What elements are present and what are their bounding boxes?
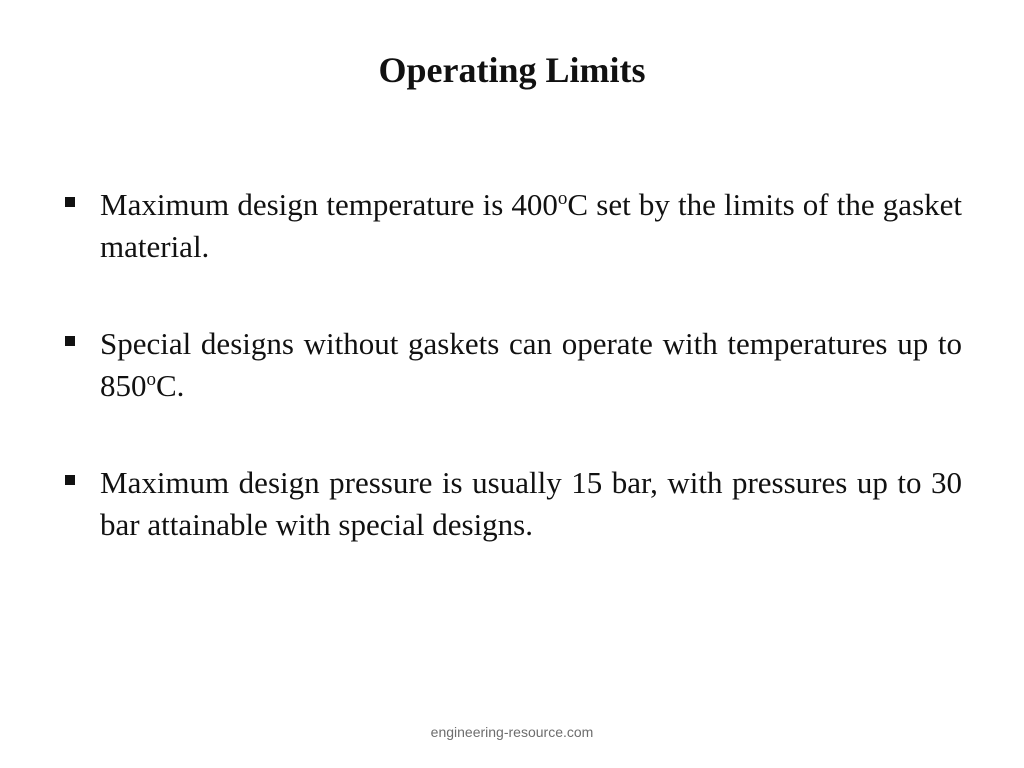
bullet-text-segment: Maximum design temperature is 400 — [100, 187, 558, 222]
square-bullet-icon — [65, 197, 75, 207]
square-bullet-icon — [65, 336, 75, 346]
bullet-text-segment: C set by the limits of the gasket material. — [100, 187, 962, 264]
bullet-item — [64, 184, 962, 268]
footer-source: engineering-resource.com — [430, 724, 594, 740]
degree-superscript: o — [557, 188, 568, 209]
slide-title: Operating Limits — [378, 50, 646, 90]
bullet-text-segment: Special designs without gaskets can operate with temperatures up to 850 — [100, 326, 962, 403]
bullet-list — [64, 184, 962, 601]
bullet-text — [100, 184, 962, 268]
bullet-text — [100, 323, 962, 407]
bullet-item — [64, 462, 962, 546]
bullet-text — [100, 462, 962, 546]
bullet-text-segment: Maximum design pressure is usually 15 bar, with pressures up to 30 bar attainable with special designs. — [100, 465, 962, 542]
bullet-item — [64, 323, 962, 407]
bullet-text-segment: C. — [156, 368, 185, 403]
square-bullet-icon — [65, 475, 75, 485]
degree-superscript: o — [146, 369, 156, 390]
